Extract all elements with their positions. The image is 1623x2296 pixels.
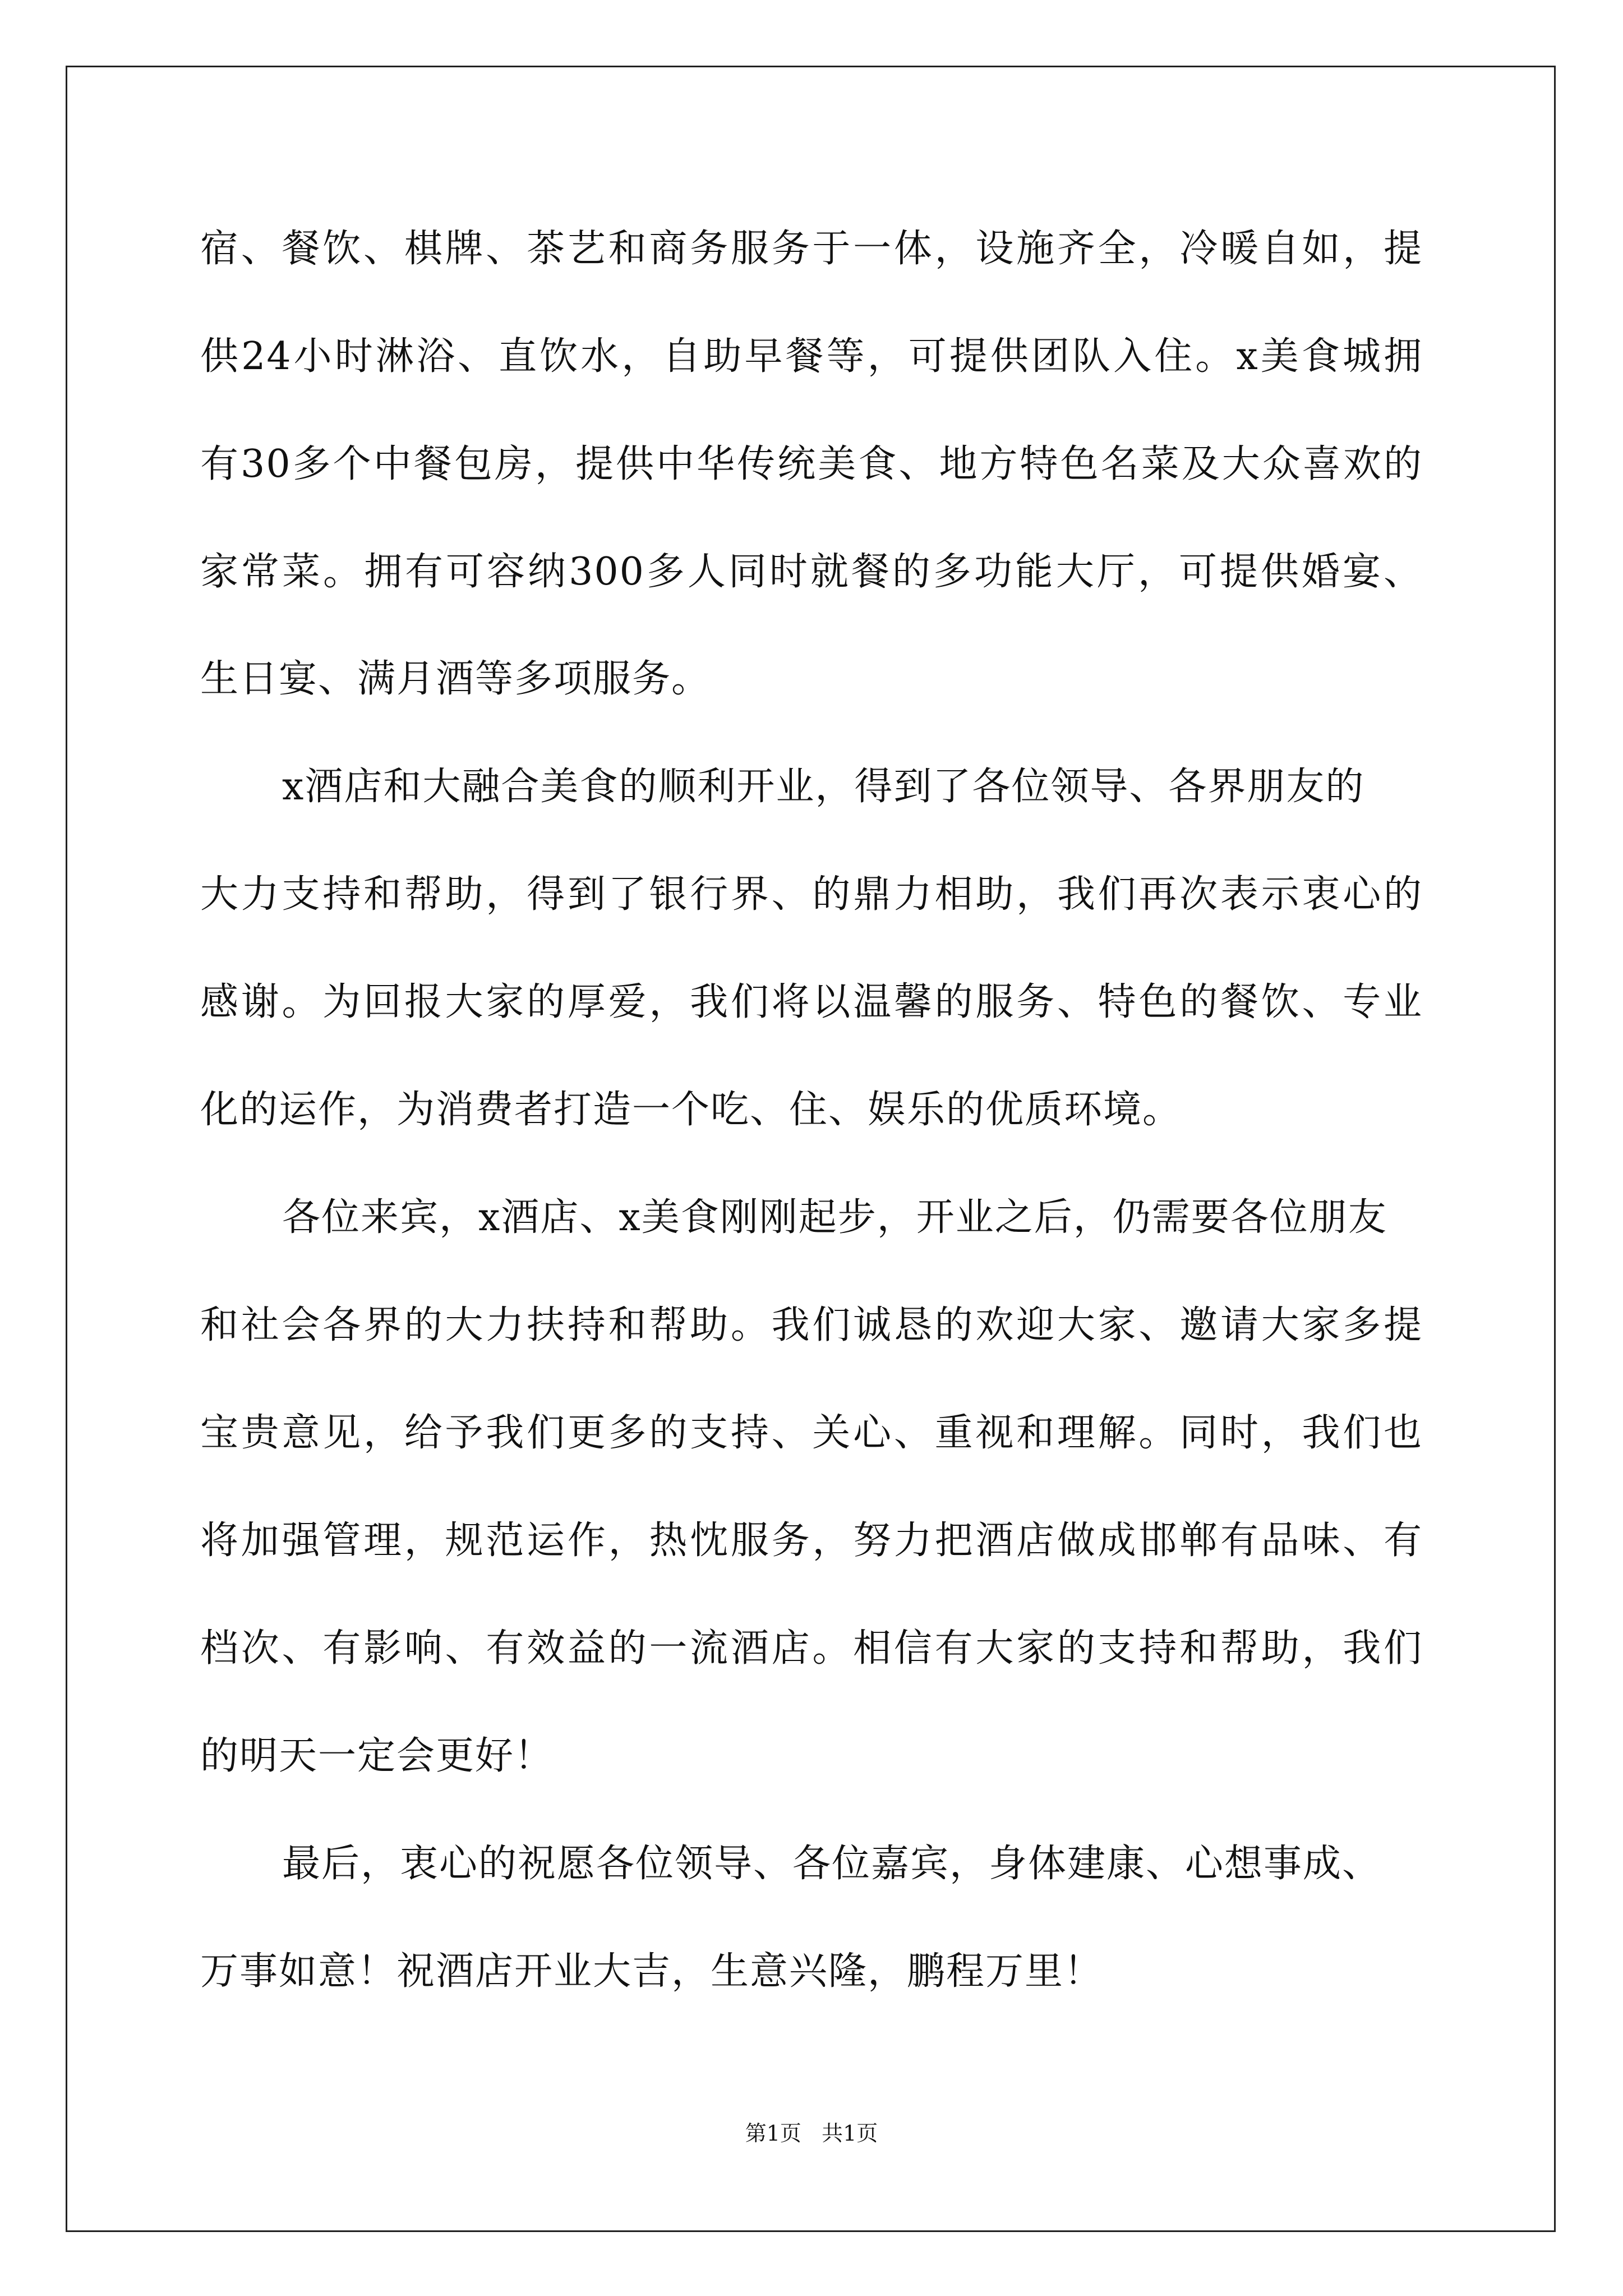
paragraph-line: 各位来宾，x酒店、x美食刚刚起步，开业之后，仍需要各位朋友 bbox=[282, 1195, 1387, 1240]
page-border bbox=[66, 66, 1556, 2232]
paragraph-line: 档次、有影响、有效益的一流酒店。相信有大家的支持和帮助，我们 bbox=[200, 1626, 1423, 1671]
page-number-footer: 第1页 共1页 bbox=[745, 2121, 878, 2146]
paragraph-line: 生日宴、满月酒等多项服务。 bbox=[200, 657, 711, 701]
paragraph-line: 最后，衷心的祝愿各位领导、各位嘉宾，身体建康、心想事成、 bbox=[282, 1842, 1382, 1886]
paragraph-line: 万事如意！祝酒店开业大吉，生意兴隆，鹏程万里！ bbox=[200, 1949, 1104, 1994]
paragraph-line: x酒店和大融合美食的顺利开业，得到了各位领导、各界朋友的 bbox=[282, 765, 1365, 809]
paragraph-line: 宝贵意见，给予我们更多的支持、关心、重视和理解。同时，我们也 bbox=[200, 1411, 1423, 1455]
paragraph-line: 有30多个中餐包房，提供中华传统美食、地方特色名菜及大众喜欢的 bbox=[200, 442, 1423, 486]
paragraph-line: 宿、餐饮、棋牌、茶艺和商务服务于一体，设施齐全，冷暖自如，提 bbox=[200, 227, 1423, 271]
paragraph-line: 化的运作，为消费者打造一个吃、住、娱乐的优质环境。 bbox=[200, 1088, 1182, 1132]
paragraph-line: 感谢。为回报大家的厚爱，我们将以温馨的服务、特色的餐饮、专业 bbox=[200, 980, 1423, 1024]
paragraph-line: 大力支持和帮助，得到了银行界、的鼎力相助，我们再次表示衷心的 bbox=[200, 872, 1423, 917]
paragraph-line: 的明天一定会更好！ bbox=[200, 1734, 554, 1778]
paragraph-line: 供24小时淋浴、直饮水，自助早餐等，可提供团队入住。x美食城拥 bbox=[200, 334, 1423, 379]
paragraph-line: 和社会各界的大力扶持和帮助。我们诚恳的欢迎大家、邀请大家多提 bbox=[200, 1303, 1423, 1347]
paragraph-line: 将加强管理，规范运作，热忱服务，努力把酒店做成邯郸有品味、有 bbox=[200, 1519, 1423, 1563]
paragraph-line: 家常菜。拥有可容纳300多人同时就餐的多功能大厅，可提供婚宴、 bbox=[200, 550, 1423, 594]
